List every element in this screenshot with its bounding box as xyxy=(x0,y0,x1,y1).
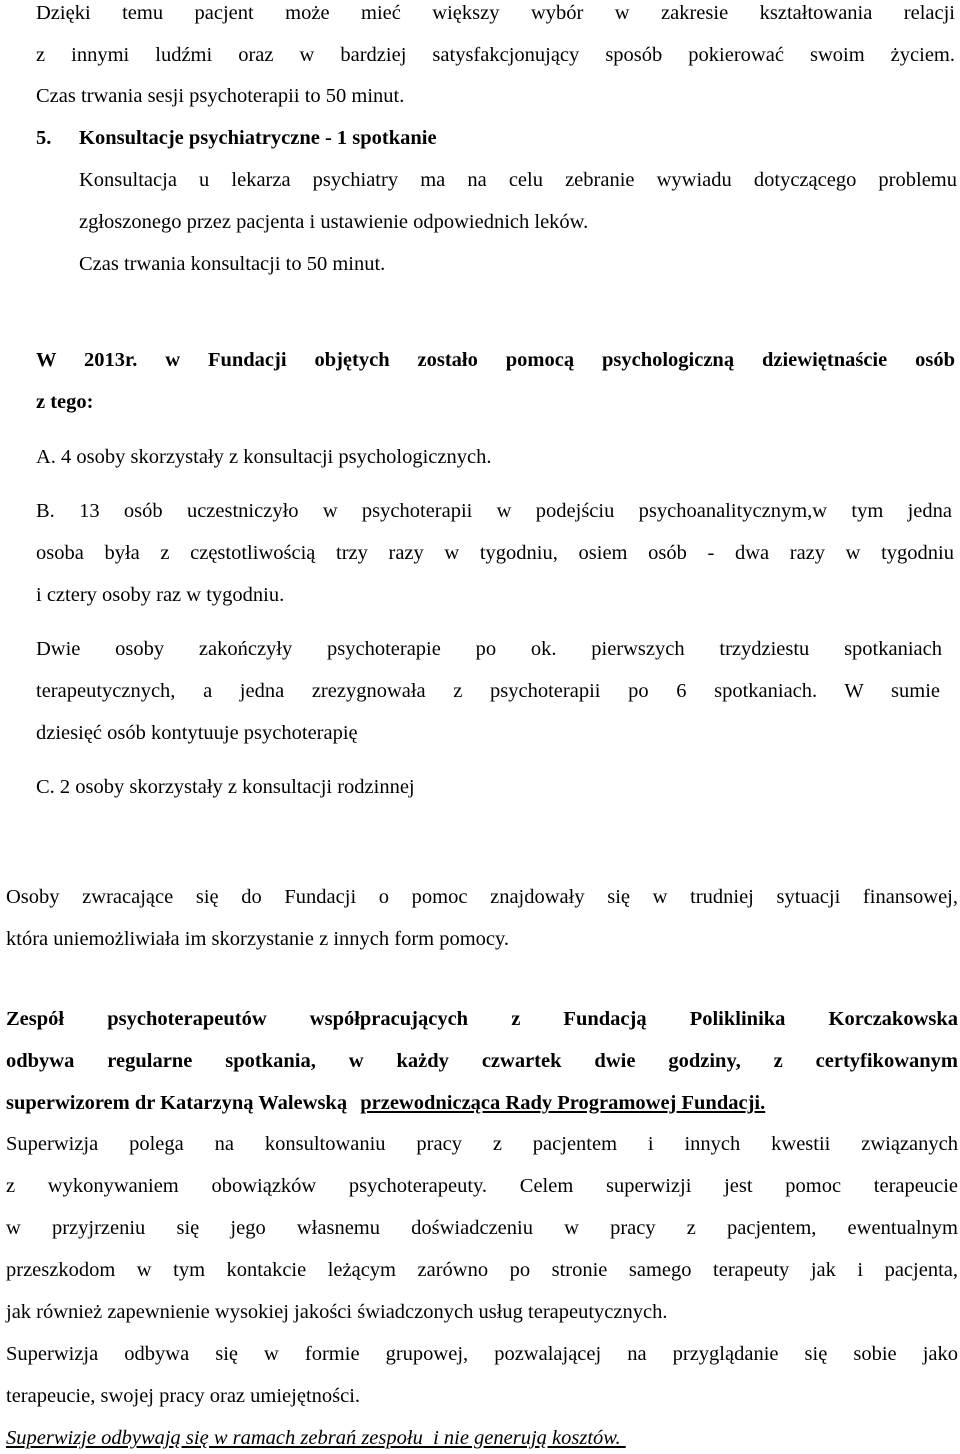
team-supervisor: superwizorem dr Katarzyną Walewską xyxy=(6,1092,348,1114)
summary-item-a: A. 4 osoby skorzystały z konsultacji psychologicznych. xyxy=(36,446,492,468)
item5-number: 5. xyxy=(36,127,52,149)
summary-item-b-line-2: osoba była z częstotliwością trzy razy w tygodniu, osiem osób - dwa razy w tygodniu xyxy=(36,542,954,564)
intro-line-1: Dzięki temu pacjent może mieć większy wybór w zakresie kształtowania relacji xyxy=(36,2,955,24)
summary-line-1: W 2013r. w Fundacji objętych zostało pomocą psychologiczną dziewiętnaście osób xyxy=(36,349,955,371)
summary-finished-line-2: terapeutycznych, a jedna zrezygnowała z psychoterapii po 6 spotkaniach. W sumie xyxy=(36,680,940,702)
finance-line-2: która uniemożliwiała im skorzystanie z innych form pomocy. xyxy=(6,928,510,950)
summary-line-2: z tego: xyxy=(36,391,94,413)
summary-finished-line-3: dziesięć osób kontytuuje psychoterapię xyxy=(36,722,358,744)
item5-line-1: Konsultacja u lekarza psychiatry ma na celu zebranie wywiadu dotyczącego problemu xyxy=(79,169,957,191)
team-line-1: Zespół psychoterapeutów współpracujących z Fundacją Poliklinika Korczakowska xyxy=(6,1008,958,1030)
team-line-3 xyxy=(6,1093,765,1114)
supervision-line-2: z wykonywaniem obowiązków psychoterapeuty. Celem superwizji jest pomoc terapeucie xyxy=(6,1175,958,1197)
summary-item-b-line-3: i cztery osoby raz w tygodniu. xyxy=(36,584,285,606)
team-council-chair: przewodnicząca Rady Programowej Fundacji. xyxy=(360,1092,766,1114)
summary-item-b-line-1: B. 13 osób uczestniczyło w psychoterapii w podejściu psychoanalitycznym,w tym jedna xyxy=(36,500,952,522)
supervision-line-6: Superwizja odbywa się w formie grupowej, pozwalającej na przyglądanie się sobie jako xyxy=(6,1343,958,1365)
supervision-line-4: przeszkodom w tym kontakcie leżącym zarówno po stronie samego terapeuty jak i pacjenta, xyxy=(6,1259,958,1281)
team-line-2: odbywa regularne spotkania, w każdy czwartek dwie godziny, z certyfikowanym xyxy=(6,1050,958,1072)
supervision-line-8: Superwizje odbywają się w ramach zebrań zespołu i nie generują kosztów. xyxy=(6,1427,626,1449)
summary-item-c: C. 2 osoby skorzystały z konsultacji rodzinnej xyxy=(36,776,415,798)
item5-heading xyxy=(36,128,437,149)
intro-line-2: z innymi ludźmi oraz w bardziej satysfakcjonujący sposób pokierować swoim życiem. xyxy=(36,44,955,66)
finance-line-1: Osoby zwracające się do Fundacji o pomoc znajdowały się w trudniej sytuacji finansowej, xyxy=(6,886,958,908)
item5-title: Konsultacje psychiatryczne - 1 spotkanie xyxy=(79,127,437,149)
supervision-line-7: terapeucie, swojej pracy oraz umiejętności. xyxy=(6,1385,361,1407)
intro-line-3: Czas trwania sesji psychoterapii to 50 minut. xyxy=(36,85,405,107)
item5-line-3: Czas trwania konsultacji to 50 minut. xyxy=(79,253,386,275)
supervision-line-5: jak również zapewnienie wysokiej jakości świadczonych usług terapeutycznych. xyxy=(6,1301,668,1323)
supervision-line-3: w przyjrzeniu się jego własnemu doświadczeniu w pracy z pacjentem, ewentualnym xyxy=(6,1217,958,1239)
summary-finished-line-1: Dwie osoby zakończyły psychoterapie po ok. pierwszych trzydziestu spotkaniach xyxy=(36,638,942,660)
supervision-line-1: Superwizja polega na konsultowaniu pracy z pacjentem i innych kwestii związanych xyxy=(6,1133,958,1155)
item5-line-2: zgłoszonego przez pacjenta i ustawienie odpowiednich leków. xyxy=(79,211,589,233)
